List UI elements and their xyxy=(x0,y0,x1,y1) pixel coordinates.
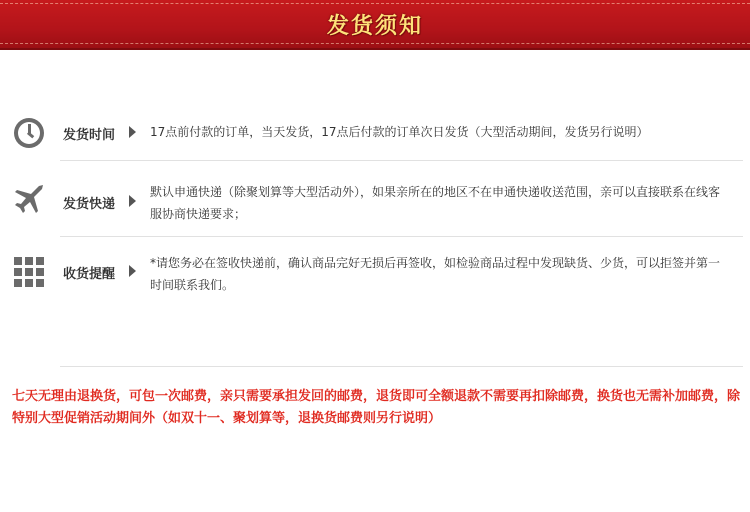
clock-icon xyxy=(12,116,46,150)
header-banner xyxy=(0,0,750,50)
info-row-courier xyxy=(0,180,750,230)
airplane-icon xyxy=(12,182,46,216)
divider xyxy=(60,236,743,237)
chevron-right-icon xyxy=(129,195,136,207)
info-row-receipt-reminder xyxy=(0,252,750,302)
return-policy-notice: 七天无理由退换货，可包一次邮费，亲只需要承担发回的邮费，退货即可全额退款不需要再扣除邮费，换货也无需补加邮费，除特别大型促销活动期间外（如双十一、聚划算等，退换货邮费则另行说明） xyxy=(12,389,741,426)
chevron-right-icon xyxy=(129,265,136,277)
info-row-shipping-time xyxy=(0,114,750,154)
page-title: 发货须知 xyxy=(326,13,423,39)
grid-icon xyxy=(12,255,46,289)
row-label: 发货快递 xyxy=(63,197,116,212)
row-text: *请您务必在签收快递前，确认商品完好无损后再签收，如检验商品过程中发现缺货、少货，可以拒签并第一时间联系我们。 xyxy=(150,256,721,292)
divider xyxy=(60,160,743,161)
row-text: 默认申通快递（除聚划算等大型活动外），如果亲所在的地区不在申通快递收送范围，亲可以直接联系在线客服协商快递要求； xyxy=(150,185,721,221)
row-text: 17点前付款的订单，当天发货，17点后付款的订单次日发货（大型活动期间，发货另行说明） xyxy=(150,125,649,139)
chevron-right-icon xyxy=(129,126,136,138)
divider xyxy=(60,366,743,367)
row-label: 收货提醒 xyxy=(63,267,116,282)
row-label: 发货时间 xyxy=(63,128,116,143)
